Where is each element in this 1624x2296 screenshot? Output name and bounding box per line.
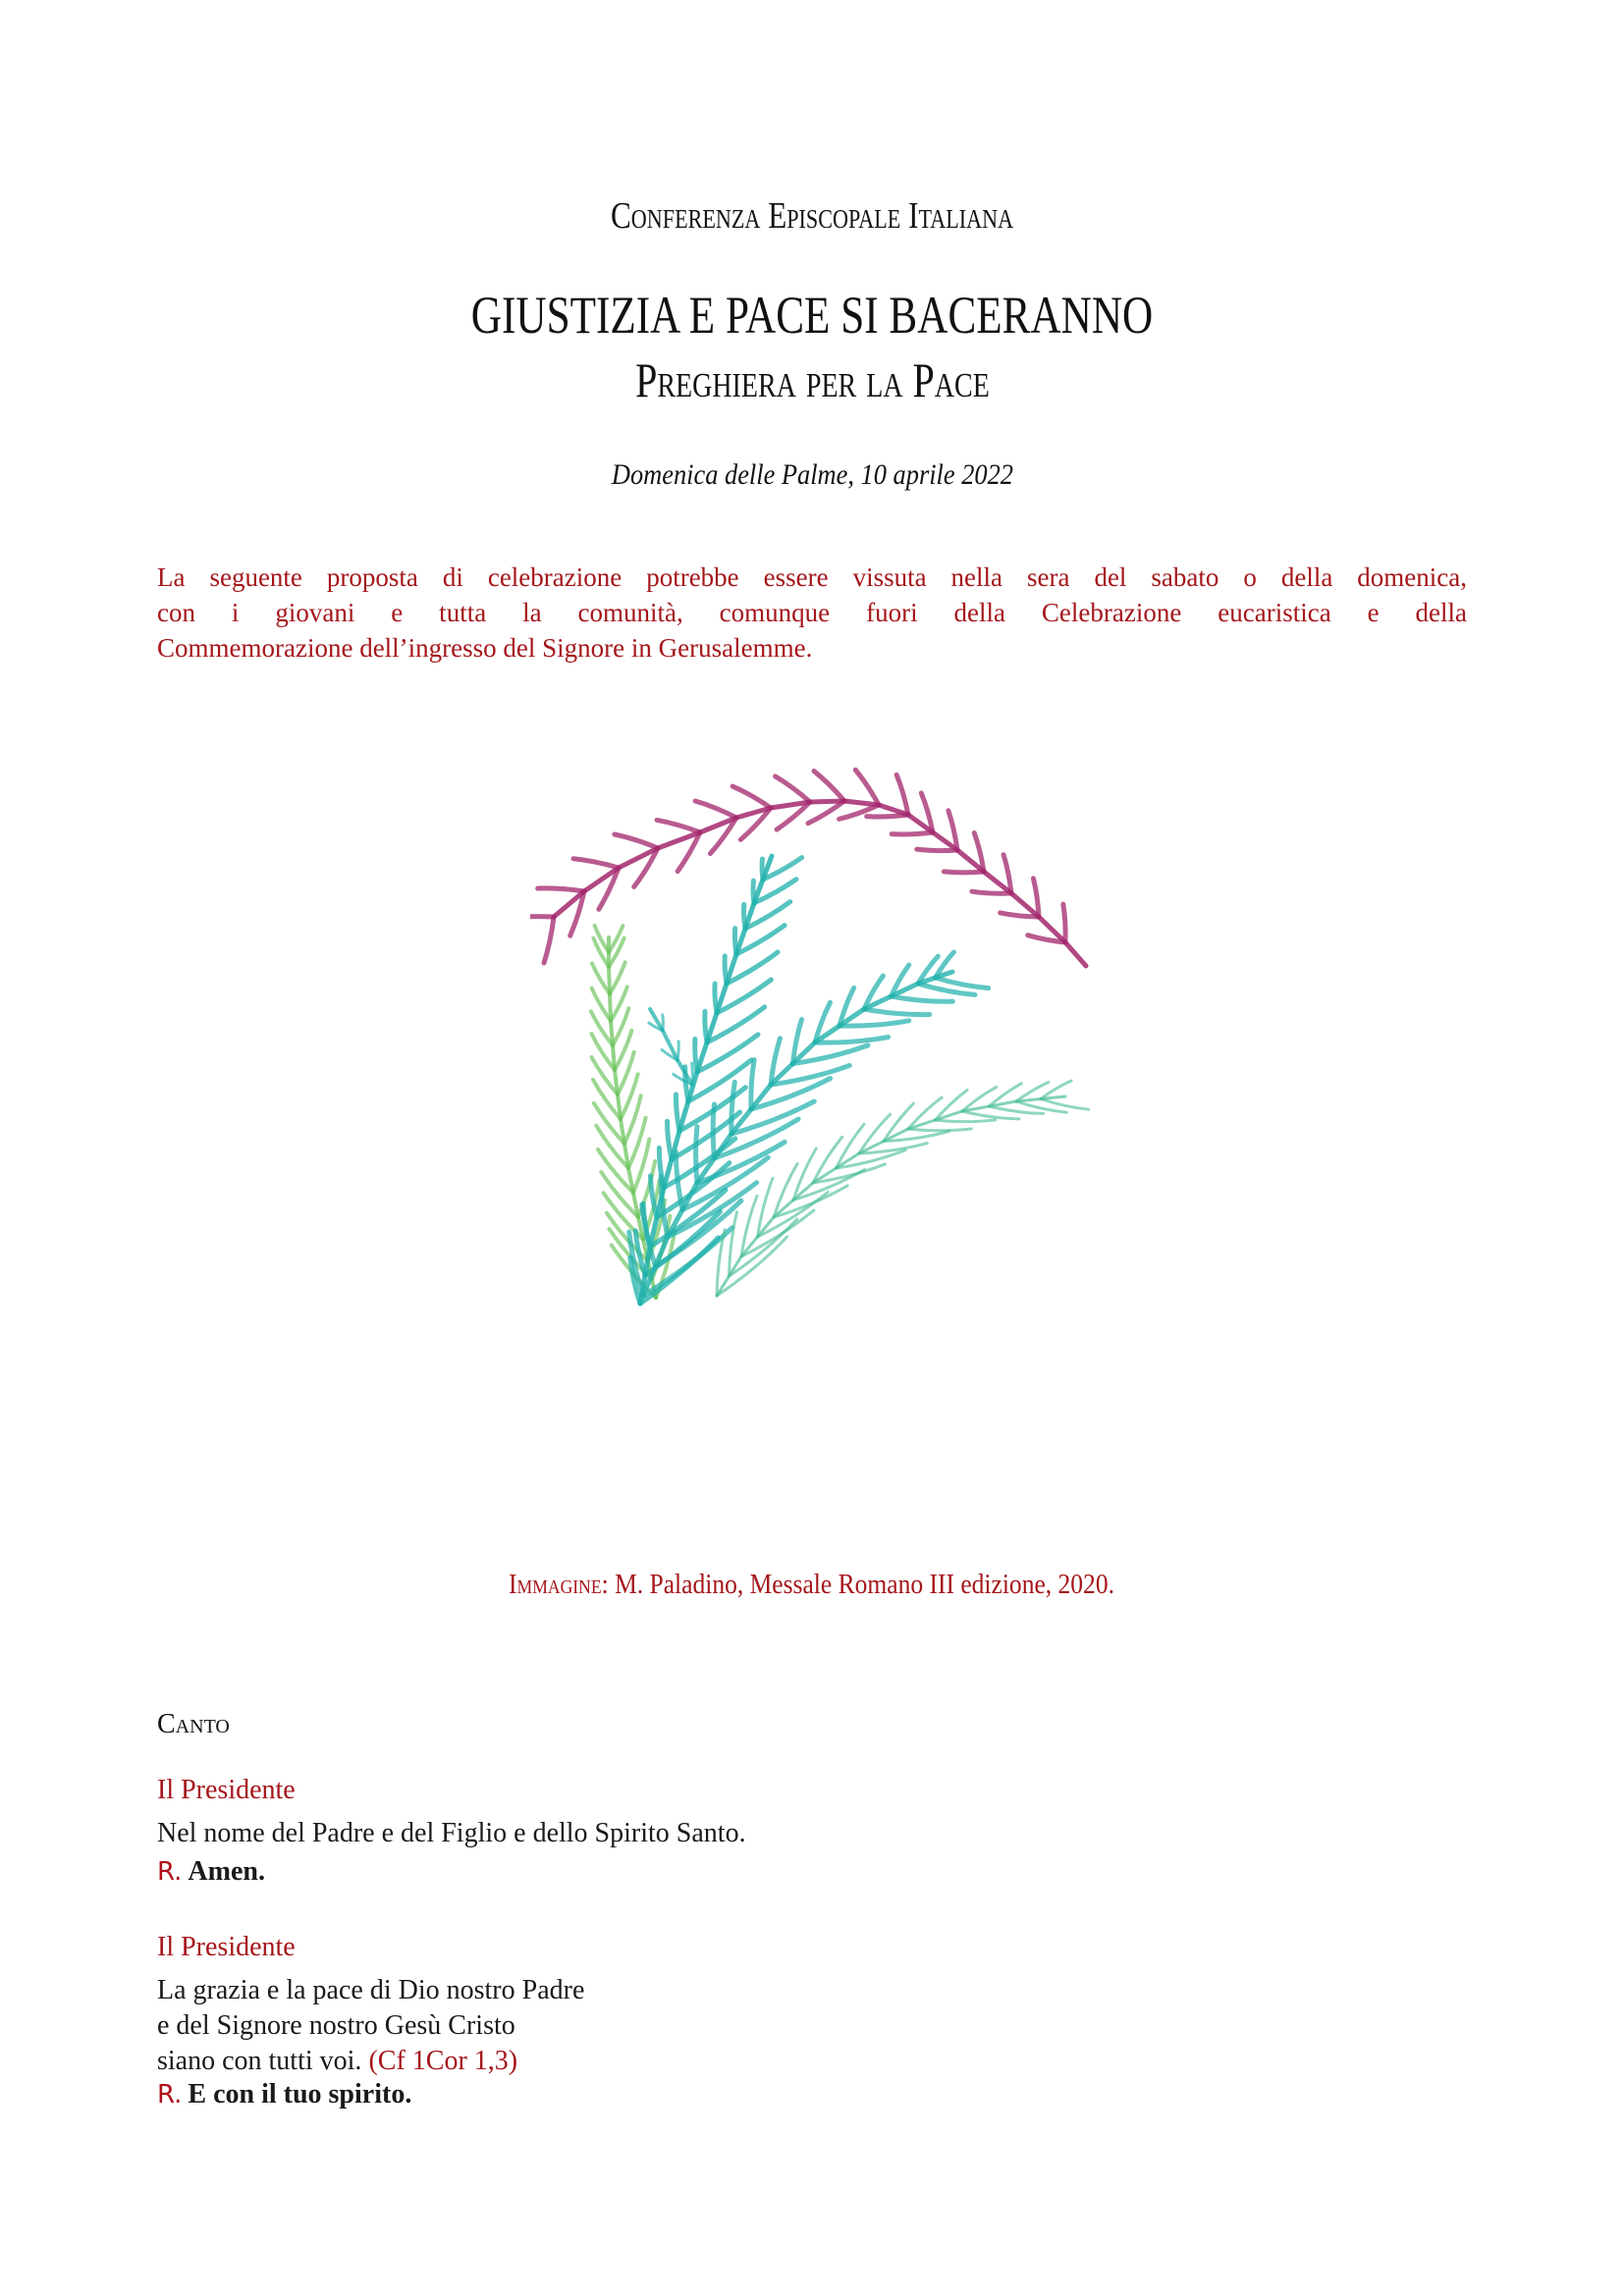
palm-frond-icon	[530, 746, 1119, 1531]
image-caption	[0, 1569, 1624, 1600]
response-text: Amen.	[188, 1856, 265, 1887]
prayer-line: La grazia e la pace di Dio nostro Padre	[157, 1975, 585, 2005]
prayer-text	[157, 1816, 746, 1851]
intro-line: La seguente proposta di celebrazione potrebbe essere vissuta nella sera del sabato o della domenica,	[157, 562, 1467, 592]
prayer-text	[157, 1973, 584, 2079]
speaker-label: Il Presidente	[157, 1932, 296, 1962]
prayer-line	[157, 2044, 584, 2079]
response	[157, 2078, 411, 2111]
document-date	[0, 458, 1624, 492]
organization-name-text: Conferenza Episcopale Italiana	[610, 195, 1014, 237]
prayer-line-text: siano con tutti voi.	[157, 2046, 362, 2076]
organization-name	[0, 196, 1624, 236]
response-marker: R.	[157, 1857, 183, 1887]
intro-line: con i giovani e tutta la comunità, comunque fuori della Celebrazione eucaristica e della	[157, 598, 1467, 627]
document-title-text: GIUSTIZIA E PACE SI BACERANNO	[470, 286, 1154, 345]
section-heading-canto: Canto	[157, 1709, 230, 1739]
document-subtitle	[0, 353, 1624, 406]
caption-label: Immagine:	[509, 1569, 610, 1600]
intro-line: Commemorazione dell’ingresso del Signore in Gerusalemme.	[157, 633, 813, 663]
scripture-reference: (Cf 1Cor 1,3)	[368, 2046, 518, 2076]
palm-fronds-illustration	[530, 746, 1119, 1531]
caption-text: M. Paladino, Messale Romano III edizione, 2020.	[609, 1569, 1115, 1600]
speaker-label: Il Presidente	[157, 1775, 296, 1805]
document-date-text: Domenica delle Palme, 10 aprile 2022	[611, 458, 1013, 491]
document-subtitle-text: Preghiera per la Pace	[634, 352, 990, 407]
response-marker: R.	[157, 2080, 183, 2109]
intro-paragraph	[157, 560, 1467, 666]
response	[157, 1855, 265, 1889]
prayer-line: e del Signore nostro Gesù Cristo	[157, 2010, 515, 2041]
response-text: E con il tuo spirito.	[188, 2079, 412, 2109]
document-title	[0, 287, 1624, 344]
prayer-line: Nel nome del Padre e del Figlio e dello Spirito Santo.	[157, 1818, 746, 1848]
